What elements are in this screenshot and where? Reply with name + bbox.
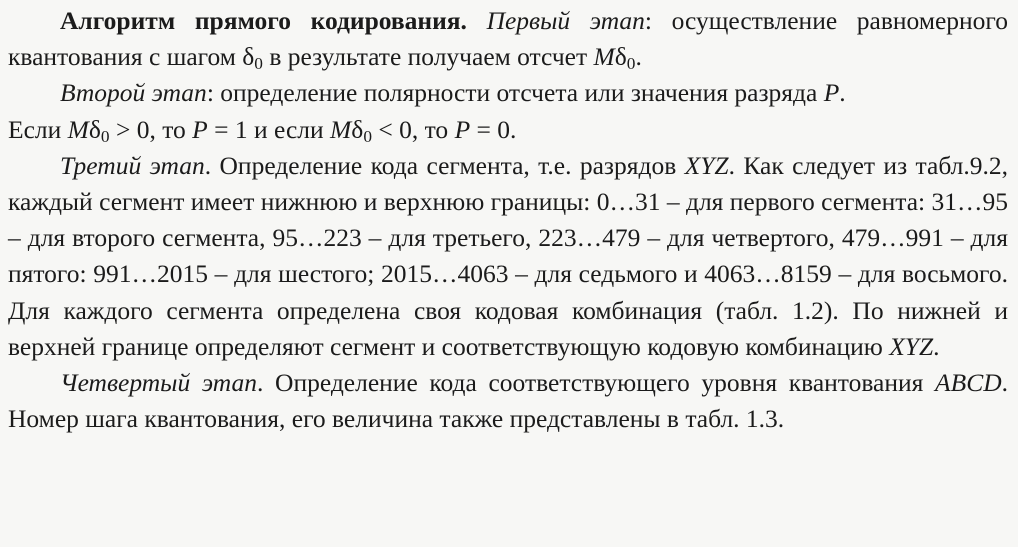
paragraph-stage-2: [8, 75, 1008, 147]
paragraph-stage-3: [8, 148, 1008, 365]
symbol-m: M: [330, 114, 352, 144]
section-title: Алгоритм прямого кодирования.: [60, 6, 467, 35]
subscript-zero: 0: [254, 54, 263, 74]
stage-4-text-a: . Определение кода соответствующего уровня квантования: [257, 368, 936, 398]
symbol-p: P: [823, 78, 840, 108]
paragraph-stage-4: [8, 365, 1008, 437]
symbol-delta: δ: [242, 42, 255, 72]
stage-2-text-d: > 0, то: [109, 114, 193, 144]
stage-1-label: Первый этап: [486, 6, 645, 35]
paragraph-stage-1: [8, 3, 1008, 75]
stage-3-text-a: . Определение кода сегмента, т.е. разрядов: [204, 150, 685, 180]
stage-3-label: Третий этап: [60, 150, 205, 180]
subscript-zero: 0: [363, 126, 372, 146]
stage-3-text-b: . Как следует из табл.9.2, каждый сегмент имеет нижнюю и верхнюю границы: 0…31 – для первого сегмента: 31…95 – для второго сегмента, 95…223 – для третьего, 223…479 – для четвертого, 479…991 – для пятого: 991…2015 – для шестого; 2015…4063 – для седьмого и 4063…8159 – для восьмого. Для каждого сегмента определена своя кодовая комбинация (табл. 1.2). По нижней и верхней границе определяют сегмент и соответствующую кодовую комбинацию: [8, 150, 1009, 361]
symbol-m: M: [593, 42, 615, 72]
symbol-delta: δ: [614, 42, 627, 72]
stage-2-label: Второй этап: [60, 78, 207, 108]
stage-2-text-a: : определение полярности отсчета или значения разряда: [206, 78, 824, 108]
stage-2-text-e: = 1 и если: [207, 114, 331, 144]
stage-3-text-c: .: [933, 331, 940, 361]
stage-1-text-b: в результате получаем отсчет: [262, 42, 594, 72]
symbol-delta: δ: [88, 114, 101, 144]
stage-4-text-b: . Номер шага квантования, его величина также представлены в табл. 1.3.: [8, 368, 1008, 434]
stage-2-text-f: < 0, то: [371, 114, 455, 144]
symbol-abcd: ABCD: [935, 368, 1002, 398]
subscript-zero: 0: [626, 54, 636, 74]
stage-1-text-c: .: [635, 42, 642, 72]
stage-4-label: Четвертый этап: [60, 368, 257, 398]
symbol-p: P: [454, 114, 471, 144]
stage-2-text-c: Если: [8, 114, 68, 144]
symbol-m: M: [67, 114, 89, 144]
subscript-zero: 0: [100, 126, 110, 146]
symbol-delta: δ: [351, 114, 364, 144]
stage-1-text-a: : осуществление равномерного квантования с шагом: [8, 6, 1008, 72]
symbol-p: P: [192, 114, 208, 144]
symbol-xyz: XYZ: [889, 331, 934, 361]
stage-2-text-b: .: [839, 78, 846, 108]
stage-2-text-g: = 0.: [470, 114, 517, 144]
symbol-xyz: XYZ: [684, 150, 729, 180]
